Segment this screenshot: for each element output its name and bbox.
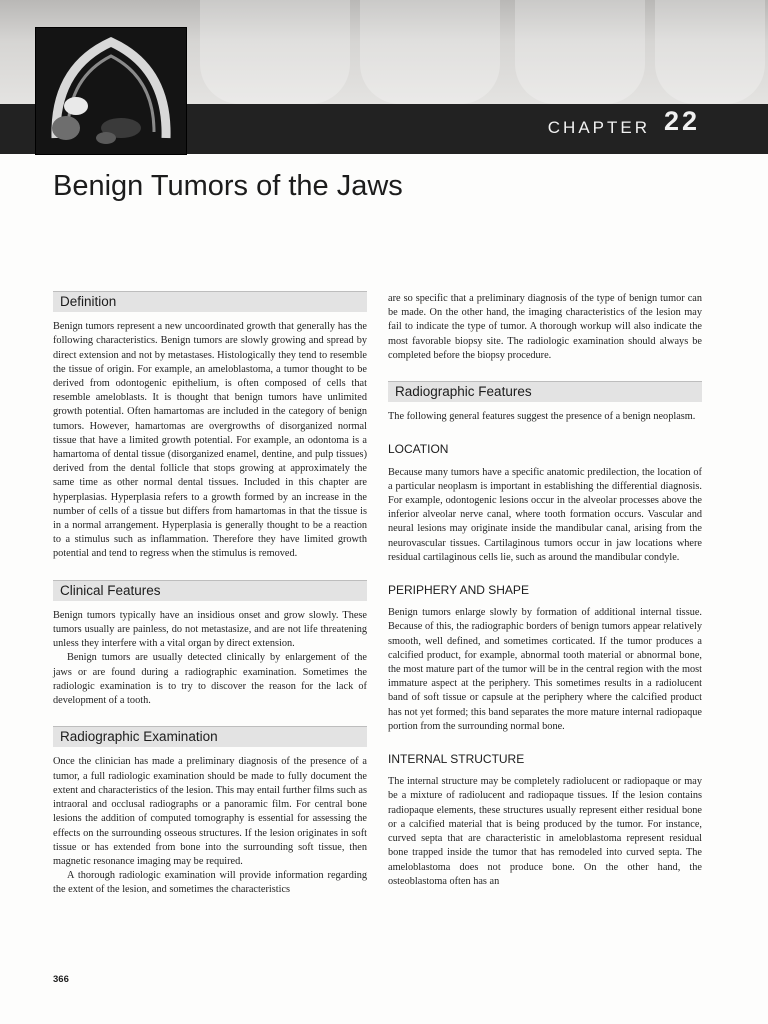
left-column [53,291,367,898]
right-column [388,292,702,889]
definition-paragraph: Benign tumors represent a new uncoordinated growth that generally has the following characteristics. Benign tumors are slowly growing and spread by direct extension and not by metastases. Histologically they tend to resemble the tissue of origin. For example, an ameloblastoma, a tumor thought to be derived from odontogenic epithelium, is often composed of cells that resemble ameloblasts. It is thought that benign tumors have unlimited growth potential. Often hamartomas are included in the category of benign tumors. However, hamartomas are overgrowths of disorganized normal tissue that have a limited growth potential. For example, an odontoma is a hamartoma of dental tissue (disorganized enamel, dentine, and pulp tissues) derived from the dental follicle that stops growing at approximately the same time as other normal dental tissues. Included in this chapter are hyperplasias. Hyperplasia refers to a growth formed by an increase in the number of cells of a tissue but differs from hamartomas in that the tissue is in a normal arrangement. Hyperplasia is generally thought to be a reaction to a stimulus such as inflammation. Therefore they have limited growth potential and tend to regress when the stimulus is removed. [53,321,367,560]
subheading-location: LOCATION [388,442,449,457]
section-heading-clinical-features: Clinical Features [53,580,367,601]
chapter-label: CHAPTER [547,118,650,137]
subheading-internal-structure: INTERNAL STRUCTURE [388,752,525,767]
clinical-paragraph-1: Benign tumors typically have an insidious onset and grow slowly. These tumors usually are painless, do not metastasize, and are not life threatening unless they interfere with a vital organ by direct extension. [53,609,367,650]
radiographic-features-paragraph: The following general features suggest the presence of a benign neoplasm. [388,411,696,423]
page-number: 366 [53,974,69,985]
radiographic-exam-paragraph-1: Once the clinician has made a preliminary diagnosis of the presence of a tumor, a full radiologic examination should be made to fully document the extent and characteristics of the lesion. This may entail further films such as intraoral and occlusal radiographs or a panoramic film. For central bone lesions the addition of computed tomography is essential for assessing the effects on the surrounding osseous structures. If the lesion originates in soft tissue or has extended from bone into the surrounding soft tissue, then magnetic resonance imaging may be required. [53,756,367,867]
tooth-shape [515,0,645,104]
radiographic-exam-paragraph-2: A thorough radiologic examination will provide information regarding the extent of the lesion, and sometimes the characteristics [53,870,367,896]
tooth-shape [200,0,350,104]
clinical-paragraph-2: Benign tumors are usually detected clinically by enlargement of the jaws or are found during a radiographic examination. Sometimes the radiologic examination is to try to discover the reason for the lack of development of a tooth. [53,652,367,707]
ct-scan-image [35,27,187,155]
location-paragraph: Because many tumors have a specific anatomic predilection, the location of a particular neoplasm is important in establishing the differential diagnosis. For example, odontogenic lesions occur in the alveolar processes above the inferior alveolar nerve canal, where tooth formation occurs. Vascular and neural lesions may originate inside the mandibular canal, arising from the neurovascular tissues. Cartilaginous tumors occur in jaw locations where residual cartilaginous cells lie, such as around the mandibular condyle. [388,466,702,563]
subheading-periphery-and-shape: PERIPHERY AND SHAPE [388,583,529,598]
internal-structure-paragraph: The internal structure may be completely radiolucent or radiopaque or may be a mixture of radiolucent and radiopaque tissues. If the lesion contains radiopaque elements, these structures usually represent either residual bone or a calcified material that is being produced by the tumor. For instance, curved septa that are characteristic in ameloblastoma represent residual bone trapped inside the tumor that has remodeled into curved septa. The ameloblastoma does not produce bone. On the other hand, the osteoblastoma often has an [388,776,702,887]
tooth-shape [360,0,500,104]
section-heading-definition: Definition [53,291,367,312]
section-heading-radiographic-examination: Radiographic Examination [53,726,367,747]
chapter-number: 22 [663,106,700,136]
continuation-paragraph: are so specific that a preliminary diagnosis of the type of benign tumor can be made. On the other hand, the imaging characteristics of the lesion may fail to indicate the type of tumor. A thorough workup will also indicate the most favorable biopsy site. The radiologic examination should always be completed before the biopsy procedure. [388,293,702,361]
tooth-shape [655,0,765,104]
page-title: Benign Tumors of the Jaws [53,170,403,202]
section-heading-radiographic-features: Radiographic Features [388,381,702,402]
periphery-paragraph: Benign tumors enlarge slowly by formation of additional internal tissue. Because of this, the radiographic borders of benign tumors appear relatively smooth, well defined, and sometimes corticated. If the tumor produces a calcified product, for example, abnormal tooth material or abnormal bone, the most mature part of the tumor will be in the central region with the most immature aspect at the periphery. This sometimes results in a radiolucent band of soft tissue or capsule at the periphery where the calcified product has not yet formed; this band separates the more mature internal radiopaque portion from the surrounding normal bone. [388,607,702,732]
ct-scan-illustration [36,28,186,154]
